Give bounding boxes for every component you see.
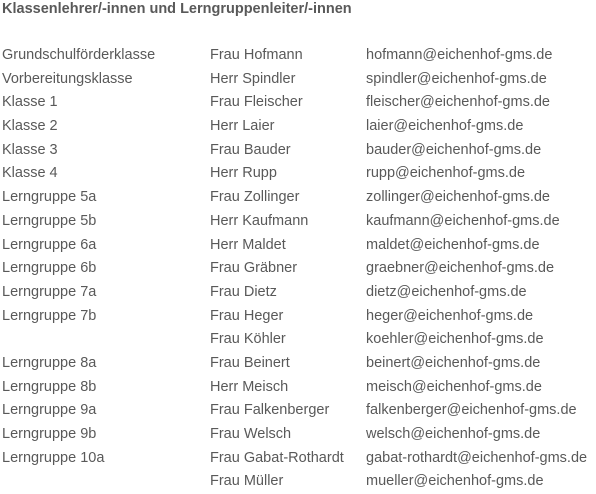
teacher-name: Frau Zollinger (210, 189, 300, 206)
teacher-email: welsch@eichenhof-gms.de (366, 426, 541, 442)
teacher-name: Herr Maldet (210, 236, 286, 253)
table-row (0, 447, 596, 471)
teacher-name: Frau Köhler (210, 331, 286, 348)
teacher-name: Herr Meisch (210, 378, 289, 395)
teacher-email: rupp@eichenhof-gms.de (366, 165, 526, 182)
table-row (0, 376, 596, 400)
class-group: Lerngruppe 7b (2, 307, 97, 324)
table-row (0, 305, 596, 329)
table-row (0, 281, 596, 305)
class-group: Lerngruppe 5b (2, 212, 97, 229)
teacher-list (0, 44, 596, 494)
class-group: Lerngruppe 6b (2, 260, 97, 277)
teacher-name: Herr Laier (210, 118, 275, 135)
teacher-email: gabat-rothardt@eichenhof-gms.de (366, 449, 588, 466)
teacher-email: bauder@eichenhof-gms.de (366, 141, 542, 158)
class-group: Klasse 2 (2, 118, 58, 135)
teacher-email: zollinger@eichenhof-gms.de (366, 189, 550, 206)
class-group: Lerngruppe 10a (2, 449, 105, 466)
teacher-name: Frau Gräbner (210, 260, 298, 277)
table-row (0, 115, 596, 139)
teacher-name: Frau Heger (210, 307, 284, 324)
table-row (0, 210, 596, 234)
teacher-name: Frau Welsch (210, 426, 292, 442)
teacher-name: Frau Müller (210, 473, 284, 490)
class-group: Grundschulförderklasse (2, 47, 156, 63)
teacher-name: Frau Hofmann (210, 47, 303, 63)
teacher-name: Frau Bauder (210, 141, 291, 158)
teacher-email: meisch@eichenhof-gms.de (366, 378, 542, 395)
teacher-email: koehler@eichenhof-gms.de (366, 331, 544, 348)
table-row (0, 352, 596, 376)
class-group: Lerngruppe 5a (2, 189, 97, 206)
teacher-email: mueller@eichenhof-gms.de (366, 473, 544, 490)
class-group: Lerngruppe 8a (2, 354, 97, 371)
class-group: Lerngruppe 9a (2, 402, 97, 419)
table-row (0, 234, 596, 258)
class-group: Lerngruppe 8b (2, 378, 97, 395)
table-row (0, 91, 596, 115)
teacher-name: Frau Dietz (210, 283, 277, 300)
teacher-email: maldet@eichenhof-gms.de (366, 236, 540, 253)
table-row (0, 399, 596, 423)
table-row (0, 186, 596, 210)
table-row (0, 470, 596, 494)
teacher-name: Frau Beinert (210, 354, 290, 371)
teacher-name: Herr Kaufmann (210, 212, 309, 229)
class-group: Lerngruppe 6a (2, 236, 97, 253)
teacher-email: dietz@eichenhof-gms.de (366, 283, 527, 300)
table-row (0, 139, 596, 163)
table-row (0, 328, 596, 352)
class-group: Klasse 4 (2, 165, 58, 182)
class-group: Klasse 1 (2, 94, 58, 111)
teacher-email: spindler@eichenhof-gms.de (366, 70, 547, 87)
table-row (0, 162, 596, 186)
table-row (0, 423, 596, 447)
teacher-name: Frau Falkenberger (210, 402, 330, 419)
teacher-name: Herr Spindler (210, 70, 296, 87)
teacher-email: heger@eichenhof-gms.de (366, 307, 534, 324)
teacher-email: falkenberger@eichenhof-gms.de (366, 402, 577, 419)
teacher-email: hofmann@eichenhof-gms.de (366, 47, 553, 63)
class-group: Lerngruppe 7a (2, 283, 97, 300)
teacher-name: Frau Gabat-Rothardt (210, 449, 344, 466)
table-row (0, 68, 596, 92)
teacher-name: Herr Rupp (210, 165, 277, 182)
teacher-email: fleischer@eichenhof-gms.de (366, 94, 550, 111)
teacher-email: graebner@eichenhof-gms.de (366, 260, 555, 277)
class-group: Klasse 3 (2, 141, 58, 158)
class-group: Lerngruppe 9b (2, 426, 97, 442)
table-row (0, 257, 596, 281)
teacher-name: Frau Fleischer (210, 94, 303, 111)
class-group: Vorbereitungsklasse (2, 70, 133, 87)
table-row (0, 44, 596, 68)
teacher-email: beinert@eichenhof-gms.de (366, 354, 541, 371)
teacher-email: kaufmann@eichenhof-gms.de (366, 212, 560, 229)
page-title: Klassenlehrer/-innen und Lerngruppenleiter/-innen (2, 1, 352, 17)
teacher-email: laier@eichenhof-gms.de (366, 118, 524, 135)
